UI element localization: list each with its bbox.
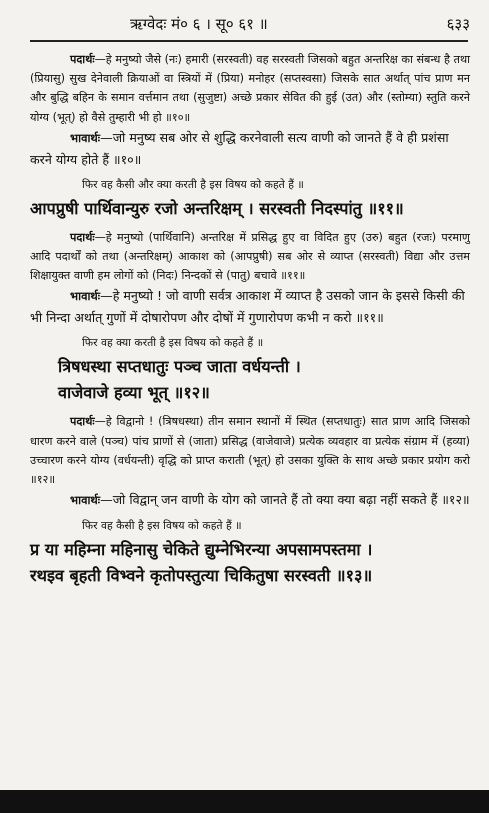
section-label: पदार्थः — [70, 230, 95, 244]
word-meaning-paragraph — [30, 228, 470, 286]
word-meaning-paragraph — [30, 50, 470, 127]
verse-intro: फिर वह क्या करती है इस विषय को कहते हैं ॥ — [82, 336, 264, 350]
paragraph-text: —हे मनुष्यो ! जो वाणी सर्वत्र आकाश में व्याप्त है उसको जान के इससे किसी की भी निन्दा अर्थात् गुणों में दोषारोपण और दोषों में गुणारोपण कभी न करो ॥११॥ — [30, 288, 465, 326]
header-rule — [30, 40, 468, 42]
paragraph-text: —हे मनुष्यो जैसे (नः) हमारी (सरस्वती) वह सरस्वती जिसको बहुत अन्तरिक्ष का संबन्ध है तथा (प्रियासु) सुख देनेवाली क्रियाओं वा स्त्रियों में (प्रिया) मनोहर (सप्तस्वसा) जिसके सात अर्थात् पांच प्राण मन और बुद्धि बहिन के समान वर्त्तमान तथा (सुजुष्टा) अच्छे प्रकार सेवित की हुई (उत) और (स्तोम्या) स्तुति करने योग्य (भूत्) हो वैसे तुम्हारी भी हो ॥१०॥ — [30, 53, 470, 124]
section-label: भावार्थः — [70, 289, 101, 304]
page-number: ६३३ — [446, 15, 470, 33]
section-label: भावार्थः — [70, 493, 101, 508]
verse-line: त्रिषधस्था सप्तधातुः पञ्च जाता वर्धयन्ती । — [58, 357, 301, 377]
paragraph-text: —हे विद्वानो ! (त्रिषधस्था) तीन समान स्थानों में स्थित (सप्तधातुः) सात प्राण आदि जिसको धारण करने वाले (पञ्च) पांच प्राणों से (जाता) प्रसिद्ध (वाजेवाजे) प्रत्येक व्यवहार वा प्रत्येक संग्राम में (हव्या) उच्चारण करने योग्य (वर्धयन्ती) वृद्धि को प्राप्त कराती (भूत्) हो उसका युक्ति के साथ अच्छे प्रकार प्रयोग करो ॥१२॥ — [30, 415, 470, 487]
purport-paragraph — [30, 285, 470, 328]
verse-intro: फिर वह कैसी और क्या करती है इस विषय को कहते हैं ॥ — [82, 177, 304, 191]
purport-paragraph — [30, 127, 470, 170]
section-label: पदार्थः — [70, 415, 95, 429]
verse-line: प्र या महिम्ना महिनासु चेकिते द्युम्नेभिरन्या अपसामपस्तमा । — [30, 540, 373, 560]
section-label: पदार्थः — [70, 53, 95, 66]
paragraph-text: —जो विद्वान् जन वाणी के योग को जानते हैं तो क्या क्या बढ़ा नहीं सकते हैं ॥१२॥ — [100, 492, 470, 508]
page-header — [30, 14, 470, 36]
running-title: ऋग्वेदः मं० ६ । सू० ६१ ॥ — [130, 15, 268, 33]
paragraph-text: —जो मनुष्य सब ओर से शुद्धि करनेवाली सत्य वाणी को जानते हैं वे ही प्रशंसा करने योग्य होते हैं ॥१०॥ — [30, 129, 449, 167]
verse-line: आपप्रुषी पार्थिवान्युरु रजो अन्तरिक्षम् । सरस्वती निदस्पांतु ॥११॥ — [30, 198, 404, 218]
verse-line: रथइव बृहती विभ्वने कृतोपस्तुत्या चिकितुषा सरस्वती ॥१३॥ — [30, 566, 373, 586]
section-label: भावार्थः — [70, 130, 101, 145]
verse-line: वाजेवाजे हव्या भूत् ॥१२॥ — [58, 383, 210, 403]
paragraph-text: —हे मनुष्यो (पार्थिवानि) अन्तरिक्ष में प्रसिद्ध हुए वा विदित हुए (उरु) बहुत (रजः) परमाणु आदि पदार्थों को तथा (अन्तरिक्षम्) आकाश को (आपप्रुषी) सब ओर से व्याप्त (सरस्वती) विद्या और उत्तम शिक्षायुक्त वाणी हम लोगों को (निदः) निन्दकों से (पातु) बचावे ॥११॥ — [30, 230, 470, 283]
scan-border — [0, 790, 489, 813]
word-meaning-paragraph — [30, 412, 470, 489]
verse-intro: फिर वह कैसी है इस विषय को कहते हैं ॥ — [82, 519, 242, 533]
purport-paragraph — [30, 489, 470, 511]
page-body — [30, 50, 470, 589]
